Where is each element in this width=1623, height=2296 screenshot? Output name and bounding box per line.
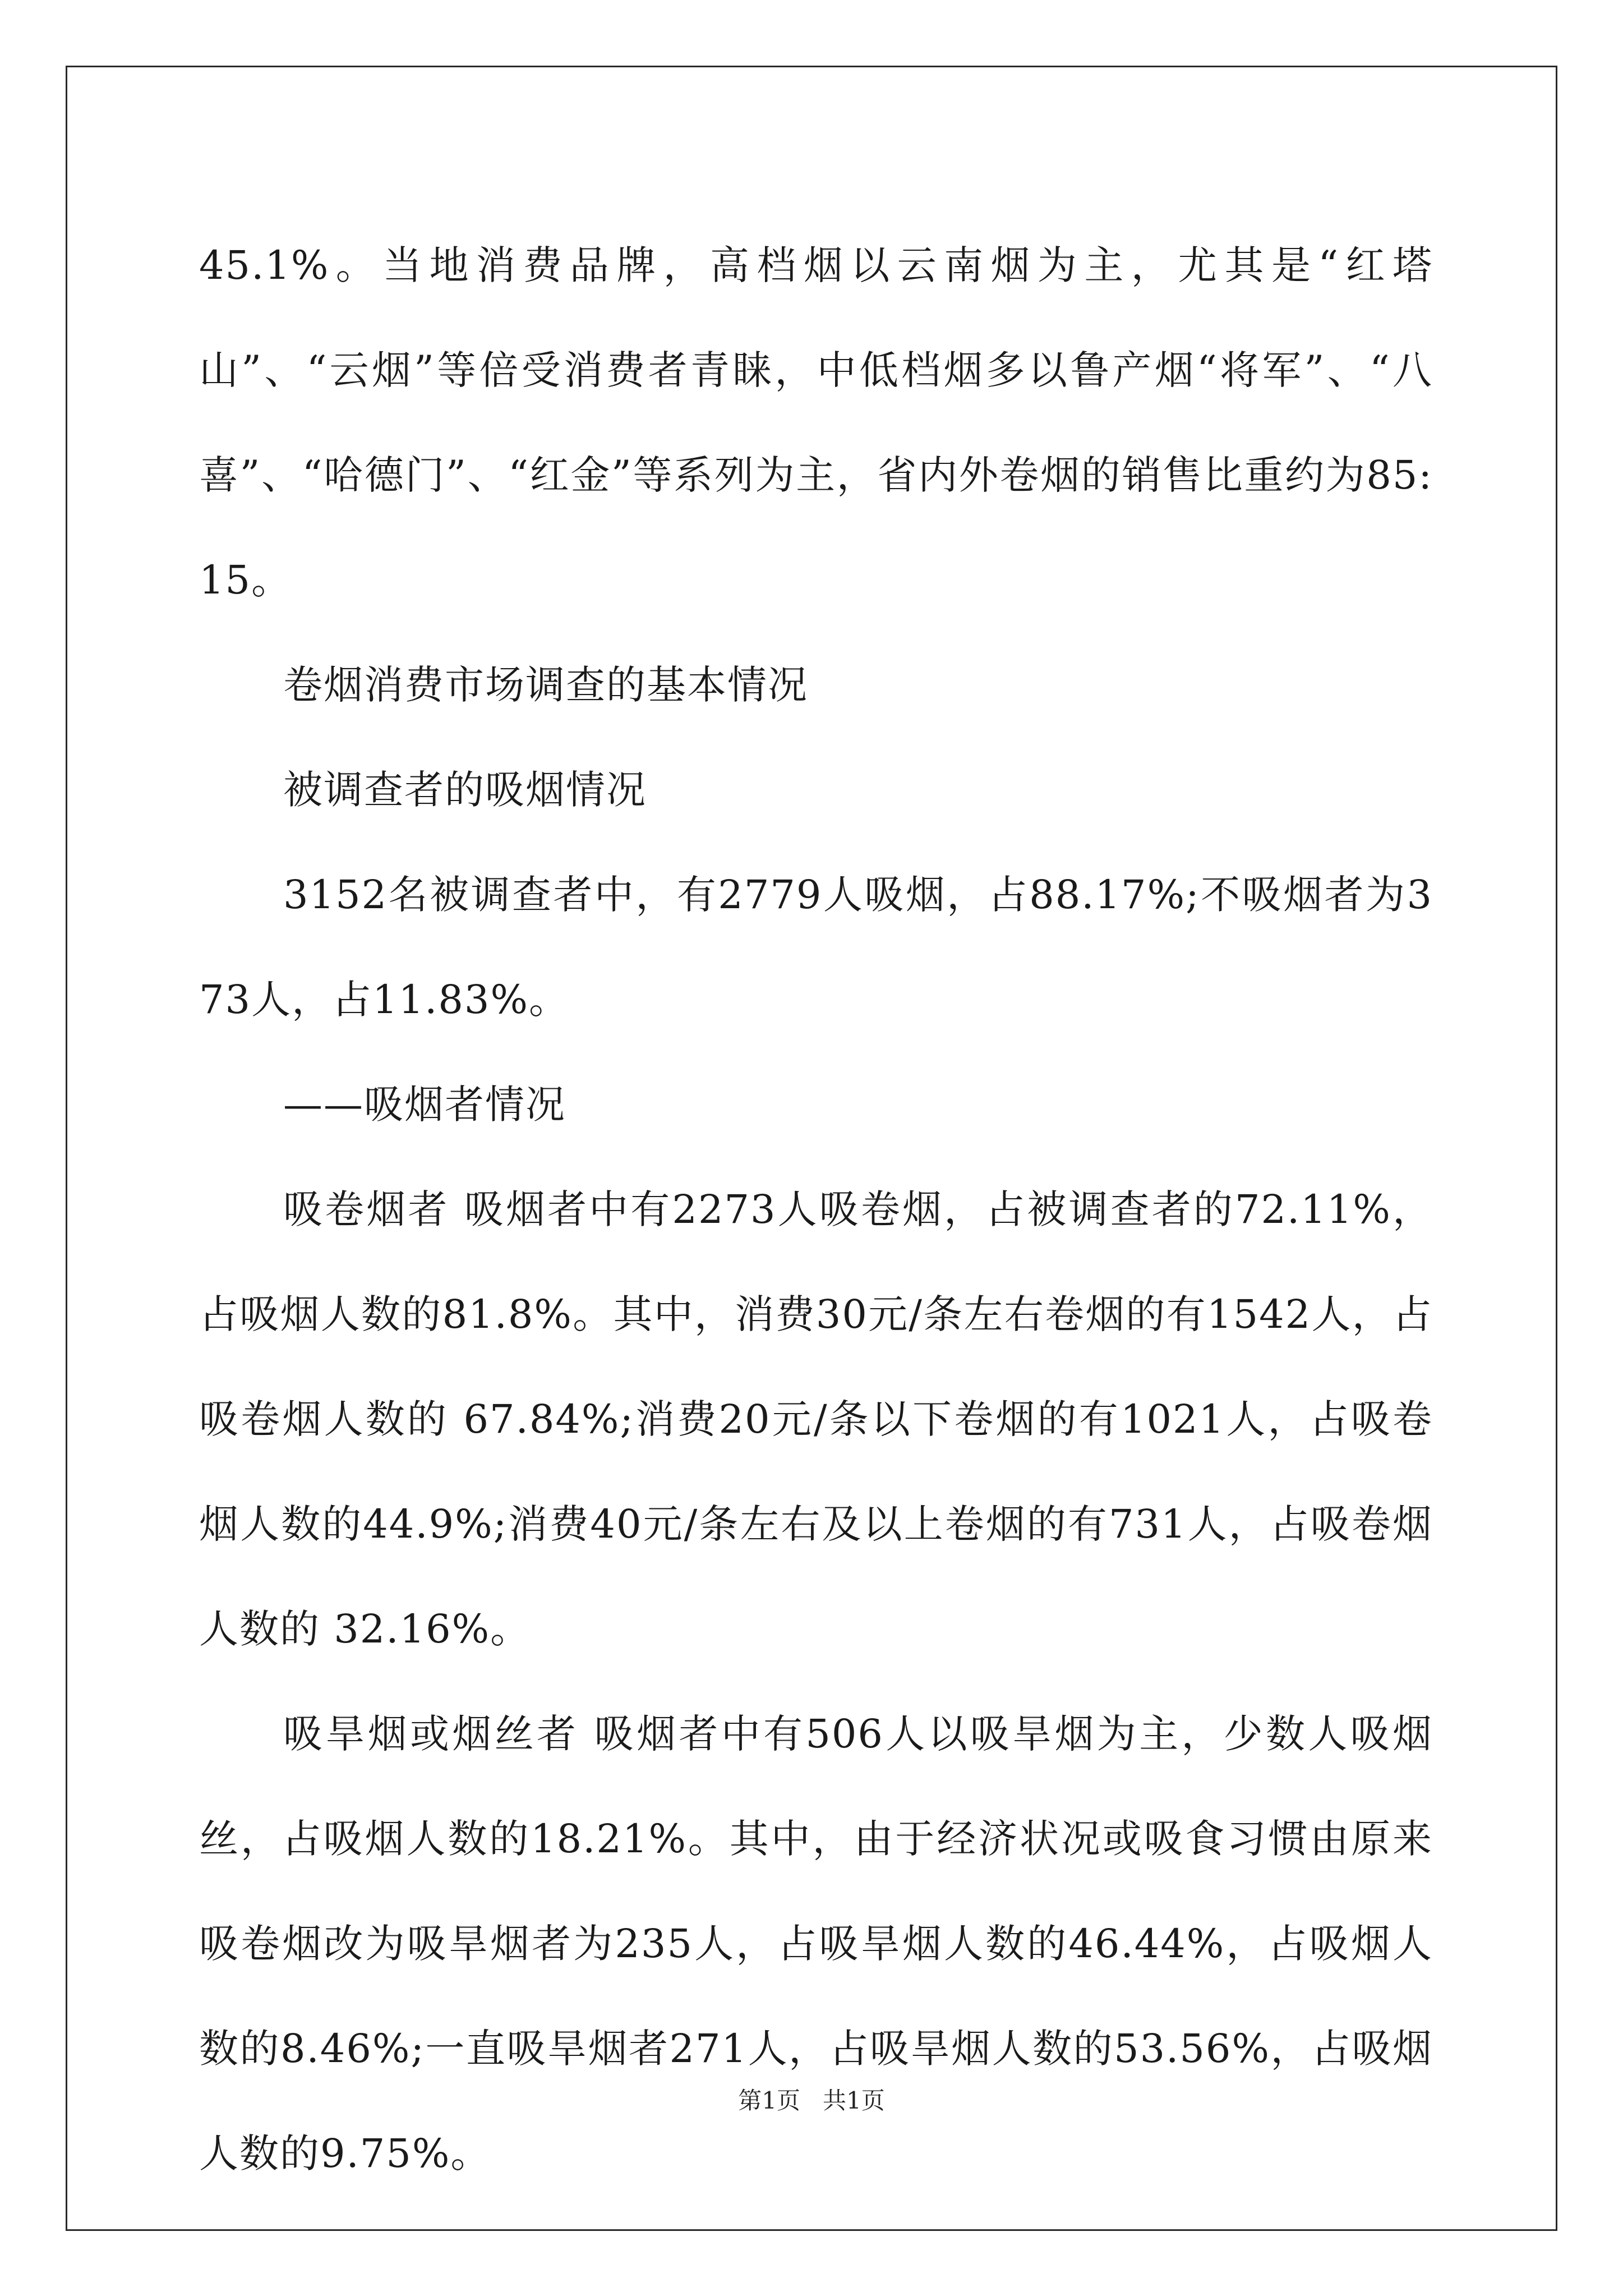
page-number-label: 第1页 — [738, 2087, 800, 2114]
section-heading-smoking-situation: 被调查者的吸烟情况 — [283, 767, 647, 813]
paragraph-intro-continued: 45.1%。当地消费品牌，高档烟以云南烟为主，尤其是“红塔山”、“云烟”等倍受消费者青睐，中低档烟多以鲁产烟“将军”、“八喜”、“哈德门”、“红金”等系列为主，省内外卷烟的销售比重约为85:15。 — [199, 242, 1433, 603]
page-footer — [0, 2084, 1623, 2118]
section-heading-basic-situation: 卷烟消费市场调查的基本情况 — [283, 662, 808, 708]
paragraph-cigarette-smokers: 吸卷烟者 吸烟者中有2273人吸卷烟，占被调查者的72.11%，占吸烟人数的81.8%。其中，消费30元/条左右卷烟的有1542人，占吸卷烟人数的 67.84%;消费20元/条以下卷烟的有1021人，占吸卷烟人数的44.9%;消费40元/条左右及以上卷烟的有731人，占吸卷烟人数的 32.16%。 — [199, 1186, 1433, 1652]
paragraph-pipe-smokers: 吸旱烟或烟丝者 吸烟者中有506人以吸旱烟为主，少数人吸烟丝，占吸烟人数的18.21%。其中，由于经济状况或吸食习惯由原来吸卷烟改为吸旱烟者为235人，占吸旱烟人数的46.44%，占吸烟人数的8.46%;一直吸旱烟者271人，占吸旱烟人数的53.56%，占吸烟人数的9.75%。 — [199, 1711, 1433, 2177]
document-body — [199, 213, 1433, 2206]
paragraph-respondents: 3152名被调查者中，有2779人吸烟，占88.17%;不吸烟者为373人，占11.83%。 — [199, 872, 1433, 1023]
page-total-label: 共1页 — [823, 2087, 885, 2114]
section-heading-smokers: ——吸烟者情况 — [283, 1082, 566, 1128]
